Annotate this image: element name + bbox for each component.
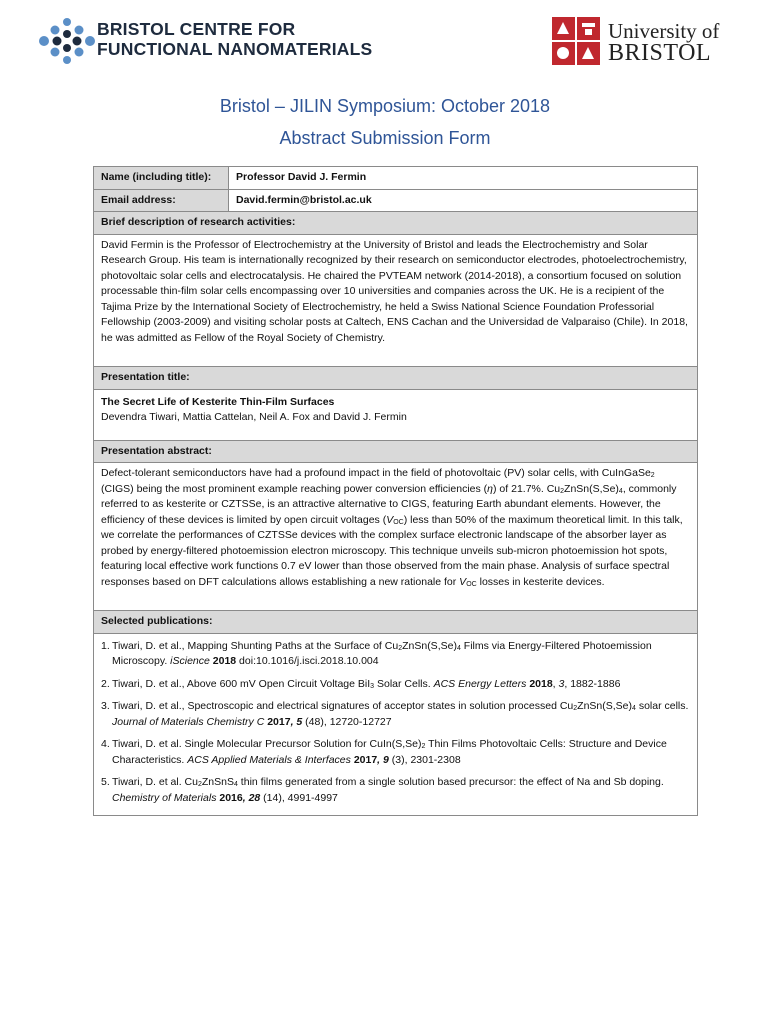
publications-label-row <box>94 611 698 634</box>
publications-body <box>94 633 698 816</box>
abstract-body-row <box>94 463 698 611</box>
research-label: Brief description of research activities: <box>94 212 698 235</box>
name-value <box>229 167 698 190</box>
abstract-label-row <box>94 440 698 463</box>
name-value-text: Professor David J. Fermin <box>236 171 367 183</box>
bcfn-wordmark <box>97 19 372 59</box>
email-value-text: David.fermin@bristol.ac.uk <box>236 193 372 206</box>
abstract-text: Defect-tolerant semiconductors have had a profound impact in the field of photovoltaic (PV) solar cells, with CuInGaSe$_2$ (CIGS) being the most prominent example reaching power conversion efficiencies (η) of 21.7%. $Cu_2ZnSn(S,Se)_4$, commonly referred to as kesterite or CZTSSe, is an attractive alternative to CIGS, featuring Earth abundant elements. However, the efficiency of these devices is limited by open circuit voltages $(V_{OC})$ less than 50% of the maximum theoretical limit. In this talk, we correlate the performances of CZTSSe devices with the complex surface electronic landscape of the absorber layer as probed by energy-filtered photoemission electron microscopy. This technique unveils sub-micron photoemission hot spots, featuring local effective work functions 0.7 eV lower than those observed from the main phase. Analysis of surface spectral responses based on DFT calculations allows establishing a new rationale for $V_{OC}$ losses in kesterite devices. <box>101 467 683 588</box>
publication-item: 2. Tiwari, D. et al., Above 600 mV Open Circuit Voltage BiI$_3$ Solar Cells. ACS Energy Letters 2018, 3, 1882-1886 <box>101 677 621 690</box>
name-label: Name (including title): <box>94 167 229 190</box>
presentation-authors: Devendra Tiwari, Mattia Cattelan, Neil A. Fox and David J. Fermin <box>101 411 407 423</box>
symposium-title: Bristol – JILIN Symposium: October 2018 <box>219 96 551 116</box>
bcfn-line1: BRISTOL CENTRE FOR <box>97 19 296 39</box>
research-body-row <box>94 234 698 367</box>
university-crest-icon <box>552 17 602 67</box>
presentation-title-label: Presentation title: <box>94 367 698 390</box>
presentation-title-body-row <box>94 389 698 440</box>
publication-item: 5. Tiwari, D. et al. $Cu_2ZnSnS_4$ thin films generated from a single solution based precursor: the effect of Na and Sb doping. Chemistry of Materials 2016, 28 (14), 4991-4997 <box>101 776 664 804</box>
publications-body-row <box>94 633 698 816</box>
name-row <box>94 167 698 190</box>
university-wordmark <box>608 20 719 64</box>
email-value <box>229 189 698 212</box>
presentation-title-body <box>94 389 698 440</box>
publication-item: 1. Tiwari, D. et al., Mapping Shunting Paths at the Surface of $Cu_2ZnSn(S,Se)_4$ Films via Energy-Filtered Photoemission Microscopy. iScience 2018 doi:10.1016/j.isci.2018.10.004 <box>101 639 652 667</box>
research-label-row <box>94 212 698 235</box>
uob-line1: University of <box>608 19 720 43</box>
publication-item: 3. Tiwari, D. et al., Spectroscopic and electrical signatures of acceptor states in solution processed $Cu_2ZnSn(S,Se)_4$ solar cells. Journal of Materials Chemistry C 2017, 5 (48), 12720-12727 <box>101 700 689 728</box>
abstract-body <box>94 463 698 611</box>
research-description <box>94 234 698 367</box>
publications-list <box>101 639 690 807</box>
bcfn-line2: FUNCTIONAL NANOMATERIALS <box>97 39 373 59</box>
research-text: David Fermin is the Professor of Electrochemistry at the University of Bristol and leads the Electrochemistry and Solar Research Group. His team is internationally recognized by their research on semiconductor electrodes, photoelectrochemistry, photovoltaic solar cells and electrocatalysis. He chaired the PVTEAM network (2014-2018), a consortium focused on solution processable thin-film solar cells encompassing over 10 universities and companies across the UK. He is a recipient of the Tajima Prize by the International Society of Electrochemistry, he held a Swiss National Science Foundation Professorial Fellowship (2003-2009) and visiting scholar posts at Caltech, ENS Cachan and the Universidad de Valparaiso (Chile). In 2018, he was admitted as Fellow of the Royal Society of Chemistry. <box>101 238 688 344</box>
page-header <box>0 0 770 80</box>
email-row <box>94 189 698 212</box>
bcfn-logo-dots-icon <box>36 16 96 66</box>
form-title: Abstract Submission Form <box>279 128 491 148</box>
presentation-title-label-row <box>94 367 698 390</box>
publication-item: 4. Tiwari, D. et al. Single Molecular Precursor Solution for $CuIn(S,Se)_2$ Thin Films Photovoltaic Cells: Structure and Device Characteristics. ACS Applied Materials & Interfaces 2017, 9 (3), 2301-2308 <box>101 738 667 766</box>
abstract-label: Presentation abstract: <box>94 440 698 463</box>
publications-label: Selected publications: <box>94 611 698 634</box>
uob-line2: BRISTOL <box>608 40 712 66</box>
presentation-title-text: The Secret Life of Kesterite Thin-Film Surfaces <box>101 395 335 408</box>
email-label: Email address: <box>94 189 229 212</box>
abstract-form-table <box>93 166 698 816</box>
